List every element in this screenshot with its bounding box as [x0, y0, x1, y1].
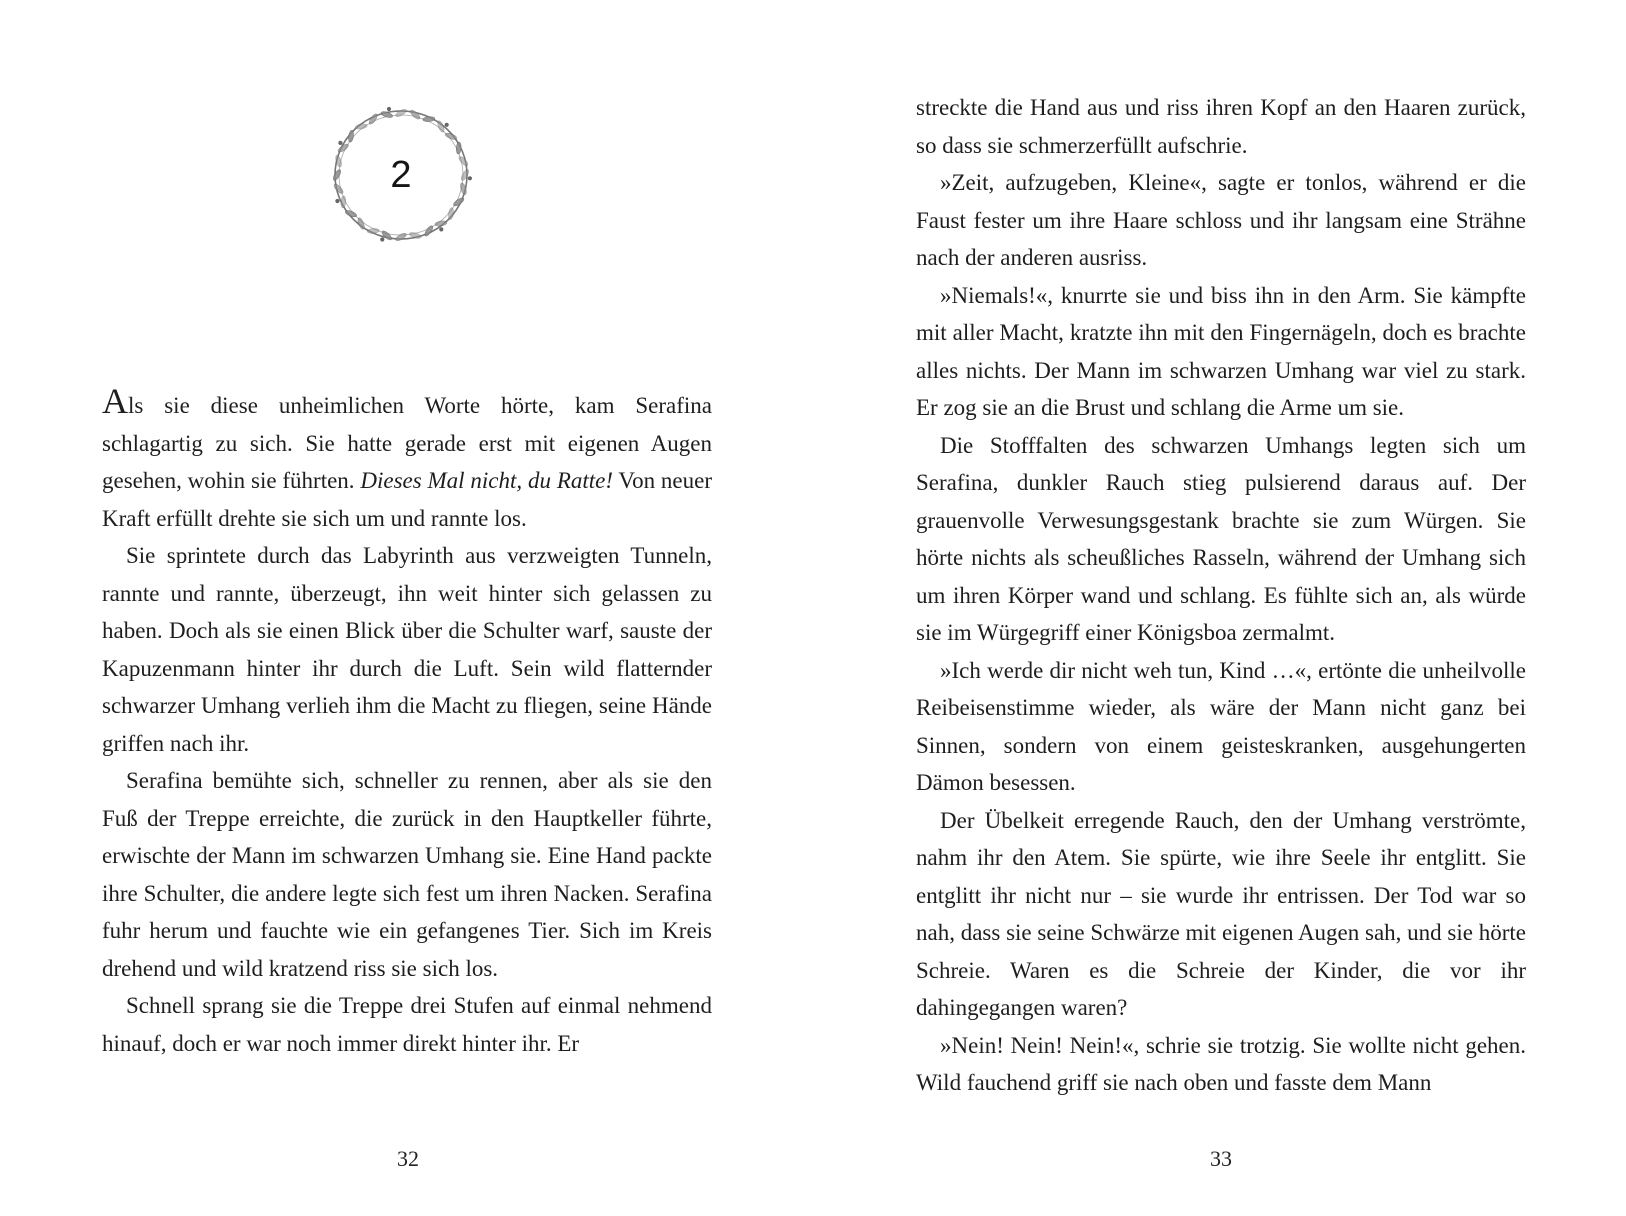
chapter-ornament [318, 95, 484, 255]
paragraph: »Niemals!«, knurrte sie und biss ihn in den Arm. Sie kämpfte mit aller Macht, kratzte ihn mit den Fingernägeln, doch es brachte alles nichts. Der Mann im schwarzen Umhang war viel zu stark. Er zog sie an die Brust und schlang die Arme um sie. [916, 282, 1526, 420]
paragraph [102, 381, 712, 537]
paragraph: »Ich werde dir nicht weh tun, Kind …«, ertönte die unheilvolle Reibeisenstimme wieder, als wäre der Mann nicht ganz bei Sinnen, sondern von einem geisteskranken, ausgehungerten Dämon besessen. [916, 657, 1526, 795]
right-page-text [916, 89, 1526, 1102]
page-number: 32 [397, 1146, 419, 1171]
paragraph: Serafina bemühte sich, schneller zu rennen, aber als sie den Fuß der Treppe erreichte, die zurück in den Hauptkeller führte, erwischte der Mann im schwarzen Umhang sie. Eine Hand packte ihre Schulter, die andere legte sich fest um ihren Nacken. Serafina fuhr herum und fauchte wie ein gefangenes Tier. Sich im Kreis drehend und wild kratzend riss sie sich los. [102, 768, 712, 981]
right-page [813, 0, 1626, 1216]
paragraph-lead: ls sie diese unheimlichen Worte hörte, kam Serafina schlagartig zu sich. Sie hatte gerade erst mit eigenen Augen gesehen, wohin sie führten. [102, 393, 712, 493]
paragraph: Der Übelkeit erregende Rauch, den der Umhang verströmte, nahm ihr den Atem. Sie spürte, wie ihre Seele ihr entglitt. Sie entglitt ihr nicht nur – sie wurde ihr entrissen. Der Tod war so nah, dass sie seine Schwärze mit eigenen Augen sah, und sie hörte Schreie. Waren es die Schreie der Kinder, die vor ihr dahingegangen waren? [916, 807, 1526, 1020]
drop-cap: A [102, 381, 128, 421]
paragraph: Schnell sprang sie die Treppe drei Stufen auf einmal nehmend hinauf, doch er war noch immer direkt hinter ihr. Er [102, 993, 712, 1056]
paragraph: »Zeit, aufzugeben, Kleine«, sagte er tonlos, während er die Faust fester um ihre Haare schloss und ihr langsam eine Strähne nach der anderen ausriss. [916, 170, 1526, 270]
paragraph-tail: Von neuer Kraft erfüllt drehte sie sich um und rannte los. [102, 468, 712, 531]
italic-thought: Dieses Mal nicht, du Ratte! [360, 468, 614, 493]
paragraph: streckte die Hand aus und riss ihren Kopf an den Haaren zurück, so dass sie schmerzerfüllt aufschrie. [916, 95, 1526, 158]
chapter-number: 2 [390, 154, 412, 196]
paragraph: Die Stofffalten des schwarzen Umhangs legten sich um Serafina, dunkler Rauch stieg pulsierend daraus auf. Der grauenvolle Verwesungsgestank brachte sie zum Würgen. Sie hörte nichts als scheußliches Rasseln, während der Umhang sich um ihren Körper wand und schlang. Es fühlte sich an, als würde sie im Würgegriff einer Königsboa zermalmt. [916, 432, 1526, 645]
page-number: 33 [1210, 1146, 1232, 1171]
left-page-text [102, 381, 712, 1062]
paragraph: Sie sprintete durch das Labyrinth aus verzweigten Tunneln, rannte und rannte, überzeugt, ihn weit hinter sich gelassen zu haben. Doch als sie einen Blick über die Schulter warf, sauste der Kapuzenmann hinter ihr durch die Luft. Sein wild flatternder schwarzer Umhang verlieh ihm die Macht zu fliegen, seine Hände griffen nach ihr. [102, 543, 712, 756]
paragraph: »Nein! Nein! Nein!«, schrie sie trotzig. Sie wollte nicht gehen. Wild fauchend griff sie nach oben und fasste dem Mann [916, 1032, 1526, 1095]
